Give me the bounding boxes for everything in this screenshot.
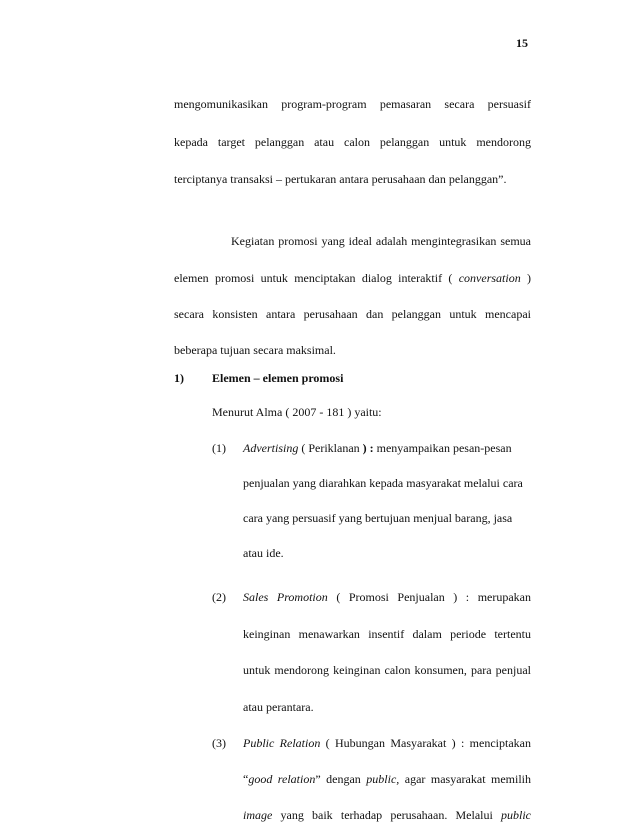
item2-line2: keinginan menawarkan insentif dalam periode tertentu	[243, 627, 531, 641]
item2-line1	[243, 590, 531, 604]
para2-line2	[174, 271, 531, 285]
section-number: 1)	[174, 371, 184, 385]
item3-line3	[243, 808, 531, 822]
item1-paren: ( Periklanan	[301, 441, 360, 455]
item1-line2: penjualan yang diarahkan kepada masyarakat melalui cara	[243, 476, 523, 490]
section-title: Elemen – elemen promosi	[212, 371, 344, 385]
item3-line2	[243, 772, 531, 786]
image-term: image	[243, 808, 273, 822]
item1-term: Advertising	[243, 441, 299, 455]
para2-line2-text: elemen promosi untuk menciptakan dialog interaktif (	[174, 271, 453, 285]
item1-line1	[243, 441, 512, 455]
public-term-2: public	[501, 808, 532, 822]
section-intro: Menurut Alma ( 2007 - 181 ) yaitu:	[212, 405, 382, 419]
item2-text: ( Promosi Penjualan ) : merupakan	[336, 590, 531, 604]
public-term: public,	[366, 772, 400, 786]
item1-close: ) :	[362, 441, 374, 455]
para2-line4: beberapa tujuan secara maksimal.	[174, 343, 336, 357]
item3-quote-open: “	[243, 772, 249, 786]
para1-line1: mengomunikasikan program-program pemasaran secara persuasif	[174, 97, 531, 111]
conversation-term: conversation	[458, 271, 521, 285]
page-number: 15	[516, 36, 528, 50]
para2-line1: Kegiatan promosi yang ideal adalah mengintegrasikan semua	[231, 234, 531, 248]
item2-number: (2)	[212, 590, 226, 604]
good-relation-term: good relation	[248, 772, 316, 786]
item2-term: Sales Promotion	[243, 590, 328, 604]
item2-line3: untuk mendorong keinginan calon konsumen, para penjual	[243, 663, 531, 677]
item1-line4: atau ide.	[243, 546, 284, 560]
para1-line3: terciptanya transaksi – pertukaran antara perusahaan dan pelanggan”.	[174, 172, 507, 186]
item3-text: ( Hubungan Masyarakat ) : menciptakan	[325, 736, 531, 750]
para1-line2: kepada target pelanggan atau calon pelanggan untuk mendorong	[174, 135, 531, 149]
item1-number: (1)	[212, 441, 226, 455]
para2-line2-close: )	[527, 271, 532, 285]
item3-line1	[243, 736, 531, 750]
item3-number: (3)	[212, 736, 226, 750]
item3-term: Public Relation	[243, 736, 321, 750]
item3-line3-mid: yang baik terhadap perusahaan. Melalui	[280, 808, 493, 822]
item1-line3: cara yang persuasif yang bertujuan menjual barang, jasa	[243, 511, 513, 525]
para2-line3: secara konsisten antara perusahaan dan pelanggan untuk mencapai	[174, 307, 531, 321]
item2-line4: atau perantara.	[243, 700, 314, 714]
item1-text: menyampaikan pesan-pesan	[376, 441, 512, 455]
item3-line2-rest: agar masyarakat memilih	[404, 772, 532, 786]
item3-quote-close: ” dengan	[315, 772, 361, 786]
